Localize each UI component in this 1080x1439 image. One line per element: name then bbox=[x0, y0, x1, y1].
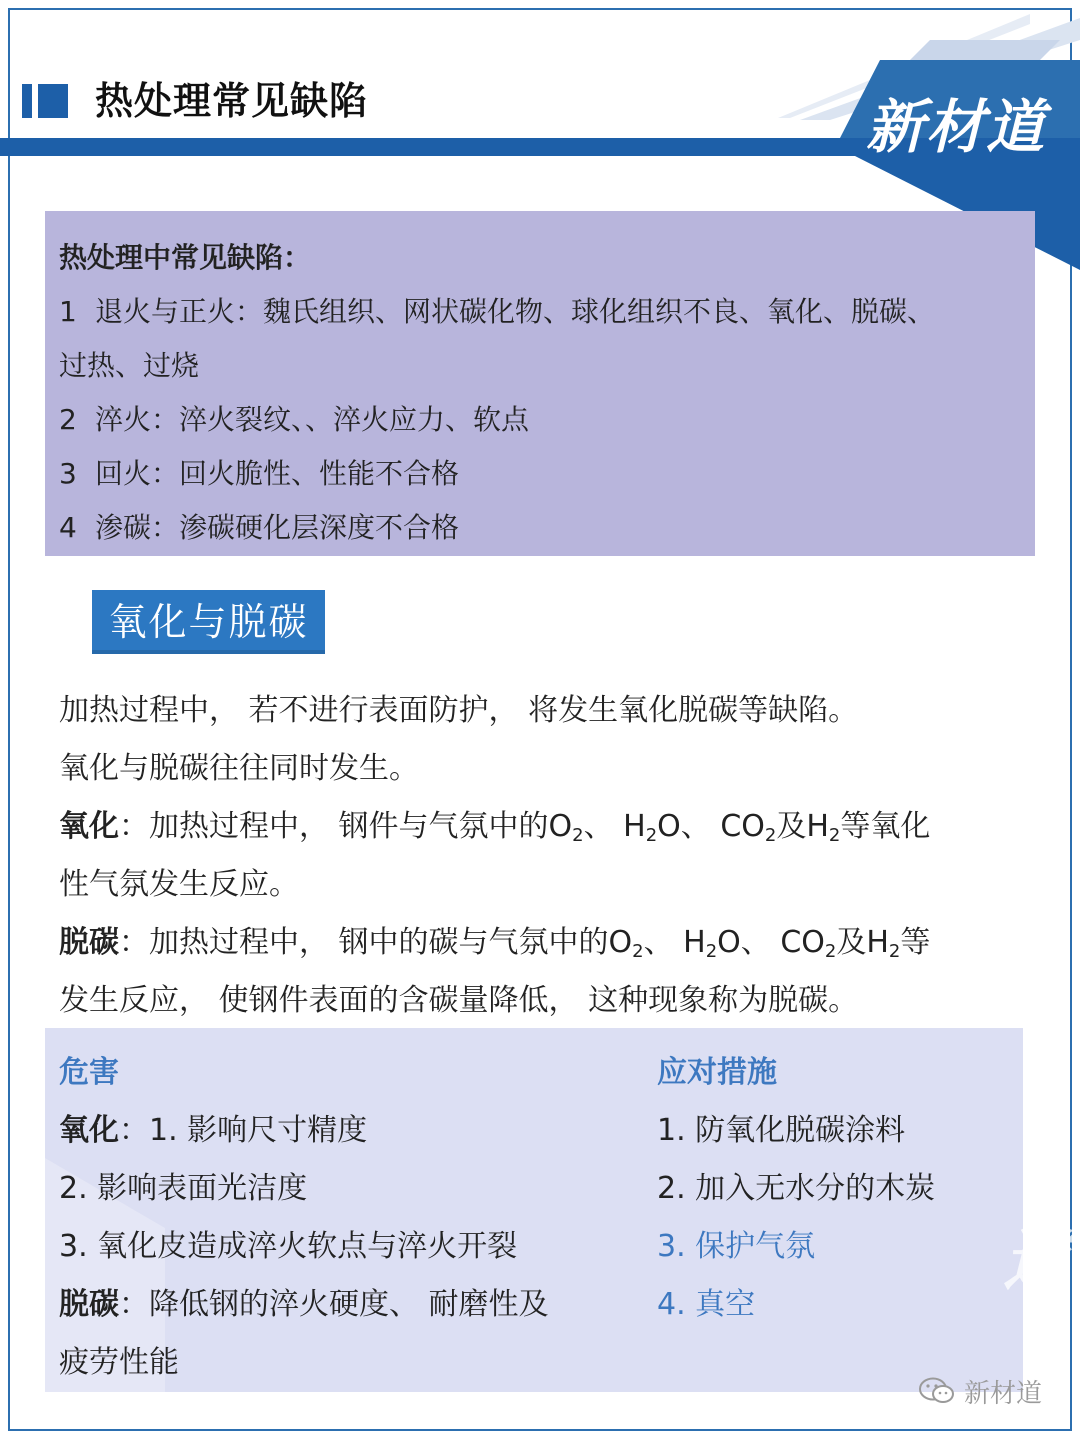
section-badge: 氧化与脱碳 bbox=[92, 590, 325, 654]
wechat-badge bbox=[918, 1373, 1042, 1409]
measure-item: 4. 真空 bbox=[657, 1287, 756, 1322]
summary-item bbox=[59, 285, 1021, 339]
item-number: 1 bbox=[59, 295, 77, 328]
wechat-label: 新材道 bbox=[964, 1378, 1043, 1409]
measure-item: 1. 防氧化脱碳涂料 bbox=[657, 1113, 906, 1148]
summary-item bbox=[59, 393, 1021, 447]
harm-column bbox=[59, 1044, 549, 1392]
body-text bbox=[59, 682, 1029, 1030]
harm-heading: 危害 bbox=[59, 1055, 119, 1090]
watermark: 道 bbox=[1003, 1223, 1069, 1300]
oxidation-paragraph: 氧化：加热过程中， 钢件与气氛中的$O_2$、 $H_2O$、 $CO_2$及$H_2$等氧化 bbox=[59, 809, 931, 846]
harm-line: 3. 氧化皮造成淬火软点与淬火开裂 bbox=[59, 1229, 518, 1264]
summary-box bbox=[45, 211, 1035, 556]
measure-item: 3. 保护气氛 bbox=[657, 1229, 816, 1264]
item-number: 2 bbox=[59, 403, 77, 436]
harm-line: 疲劳性能 bbox=[59, 1345, 179, 1380]
decarb-paragraph: 脱碳：加热过程中， 钢中的碳与气氛中的$O_2$、 $H_2O$、 $CO_2$及$H_2$等 bbox=[59, 925, 931, 962]
item-text: 渗碳：渗碳硬化层深度不合格 bbox=[95, 511, 460, 544]
harm-line: 氧化：1. 影响尺寸精度 bbox=[59, 1113, 368, 1148]
decarb-label: 脱碳 bbox=[59, 925, 119, 960]
paragraph: 发生反应， 使钢件表面的含碳量降低， 这种现象称为脱碳。 bbox=[59, 983, 859, 1018]
summary-title: 热处理中常见缺陷： bbox=[59, 241, 312, 274]
paragraph: 加热过程中， 若不进行表面防护， 将发生氧化脱碳等缺陷。 bbox=[59, 693, 859, 728]
summary-item bbox=[59, 501, 1021, 555]
item-text: 退火与正火：魏氏组织、网状碳化物、球化组织不良、氧化、脱碳、 bbox=[95, 295, 936, 328]
header-mark-large bbox=[38, 84, 68, 118]
measures-heading: 应对措施 bbox=[657, 1055, 777, 1090]
header-mark-small bbox=[22, 84, 32, 118]
item-text: 回火：回火脆性、性能不合格 bbox=[95, 457, 460, 490]
oxidation-label: 氧化 bbox=[59, 809, 119, 844]
harm-measures-box bbox=[45, 1028, 1023, 1392]
summary-item bbox=[59, 339, 1021, 393]
measures-column bbox=[657, 1044, 935, 1334]
paragraph: 性气氛发生反应。 bbox=[59, 867, 299, 902]
item-text: 淬火：淬火裂纹、、淬火应力、软点 bbox=[95, 403, 530, 436]
measure-item: 2. 加入无水分的木炭 bbox=[657, 1171, 936, 1206]
item-number: 4 bbox=[59, 511, 77, 544]
wechat-icon bbox=[918, 1376, 956, 1406]
paragraph: 氧化与脱碳往往同时发生。 bbox=[59, 751, 419, 786]
brand-logo: 新材道 bbox=[866, 93, 1047, 161]
item-number: 3 bbox=[59, 457, 77, 490]
summary-item bbox=[59, 447, 1021, 501]
harm-line: 脱碳：降低钢的淬火硬度、 耐磨性及 bbox=[59, 1287, 549, 1322]
page-title: 热处理常见缺陷 bbox=[95, 79, 369, 123]
harm-line: 2. 影响表面光洁度 bbox=[59, 1171, 308, 1206]
item-text: 过热、过烧 bbox=[59, 349, 200, 382]
